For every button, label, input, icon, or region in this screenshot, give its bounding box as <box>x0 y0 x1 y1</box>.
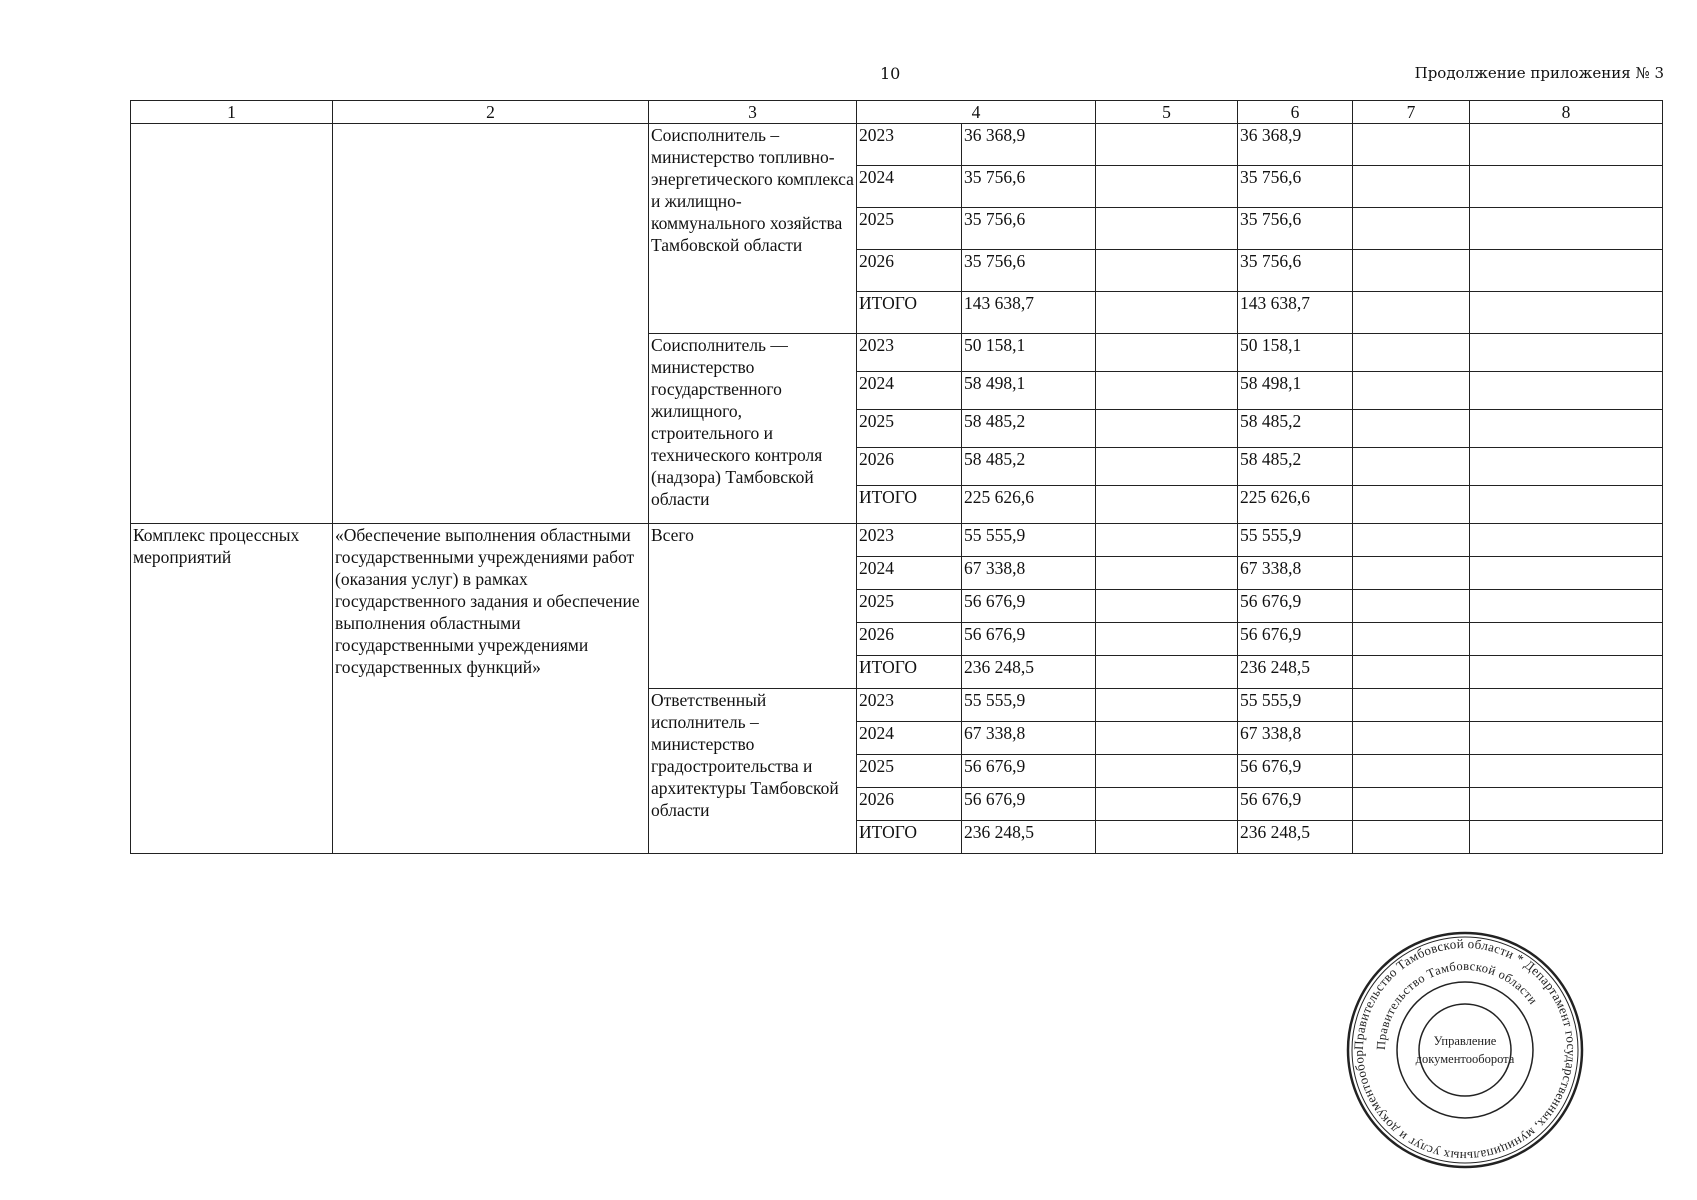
total-cell: 35 756,6 <box>962 208 1096 250</box>
col6-cell: 236 248,5 <box>1238 821 1353 854</box>
col5-cell <box>1096 250 1238 292</box>
col8-cell <box>1470 208 1663 250</box>
column-number-row <box>131 101 1663 124</box>
col7-cell <box>1353 124 1470 166</box>
col6-cell: 143 638,7 <box>1238 292 1353 334</box>
col7-cell <box>1353 623 1470 656</box>
year-cell: 2025 <box>857 410 962 448</box>
col8-cell <box>1470 821 1663 854</box>
col6-cell: 35 756,6 <box>1238 166 1353 208</box>
column-header-5: 5 <box>1096 101 1238 124</box>
col5-cell <box>1096 372 1238 410</box>
col8-cell <box>1470 448 1663 486</box>
col6-cell: 58 485,2 <box>1238 448 1353 486</box>
col8-cell <box>1470 656 1663 689</box>
col7-cell <box>1353 448 1470 486</box>
col5-cell <box>1096 166 1238 208</box>
col8-cell <box>1470 410 1663 448</box>
col8-cell <box>1470 372 1663 410</box>
column-header-4: 4 <box>857 101 1096 124</box>
total-cell: 58 485,2 <box>962 410 1096 448</box>
table-row <box>131 524 1663 557</box>
column-header-2: 2 <box>333 101 649 124</box>
stamp-outer-text: Правительство Тамбовской области * Департамент государственных, муниципальных услуг и документообор <box>1350 935 1580 1165</box>
col7-cell <box>1353 334 1470 372</box>
col8-cell <box>1470 623 1663 656</box>
col7-cell <box>1353 486 1470 524</box>
col7-cell <box>1353 208 1470 250</box>
total-cell: 58 485,2 <box>962 448 1096 486</box>
col7-cell <box>1353 166 1470 208</box>
col8-cell <box>1470 486 1663 524</box>
col5-cell <box>1096 524 1238 557</box>
stamp-inner-text: Правительство Тамбовской области <box>1373 958 1541 1051</box>
col6-cell: 225 626,6 <box>1238 486 1353 524</box>
year-cell: ИТОГО <box>857 821 962 854</box>
column-header-1: 1 <box>131 101 333 124</box>
year-cell: 2026 <box>857 250 962 292</box>
structure-element-cell <box>131 124 333 524</box>
col6-cell: 35 756,6 <box>1238 250 1353 292</box>
col8-cell <box>1470 755 1663 788</box>
total-cell: 58 498,1 <box>962 372 1096 410</box>
col8-cell <box>1470 124 1663 166</box>
col6-cell: 67 338,8 <box>1238 557 1353 590</box>
total-cell: 236 248,5 <box>962 821 1096 854</box>
col6-cell: 236 248,5 <box>1238 656 1353 689</box>
col6-cell: 58 485,2 <box>1238 410 1353 448</box>
total-cell: 50 158,1 <box>962 334 1096 372</box>
year-cell: 2023 <box>857 524 962 557</box>
structure-element-cell: Комплекс процессных мероприятий <box>131 524 333 854</box>
executor-cell: Соисполнитель — министерство государственного жилищного, строительного и технического контроля (надзора) Тамбовской области <box>649 334 857 524</box>
executor-cell: Соисполнитель – министерство топливно-энергетического комплекса и жилищно-коммунального хозяйства Тамбовской области <box>649 124 857 334</box>
year-cell: ИТОГО <box>857 486 962 524</box>
col7-cell <box>1353 372 1470 410</box>
year-cell: 2026 <box>857 623 962 656</box>
year-cell: 2026 <box>857 448 962 486</box>
col8-cell <box>1470 788 1663 821</box>
year-cell: 2025 <box>857 208 962 250</box>
col8-cell <box>1470 524 1663 557</box>
total-cell: 225 626,6 <box>962 486 1096 524</box>
total-cell: 67 338,8 <box>962 557 1096 590</box>
col5-cell <box>1096 755 1238 788</box>
col8-cell <box>1470 557 1663 590</box>
year-cell: 2026 <box>857 788 962 821</box>
col8-cell <box>1470 722 1663 755</box>
col8-cell <box>1470 166 1663 208</box>
stamp-center-label <box>1345 930 1585 1170</box>
official-stamp <box>1345 930 1585 1170</box>
col7-cell <box>1353 656 1470 689</box>
col8-cell <box>1470 689 1663 722</box>
column-header-7: 7 <box>1353 101 1470 124</box>
event-name-cell: «Обеспечение выполнения областными государственными учреждениями работ (оказания услуг) в рамках государственного задания и обеспечение выполнения областными государственными учреждениями государственных функций» <box>333 524 649 854</box>
col6-cell: 56 676,9 <box>1238 788 1353 821</box>
col7-cell <box>1353 755 1470 788</box>
col6-cell: 56 676,9 <box>1238 590 1353 623</box>
col5-cell <box>1096 334 1238 372</box>
year-cell: ИТОГО <box>857 656 962 689</box>
stamp-center-line-2: документооборота <box>1415 1052 1515 1066</box>
column-header-8: 8 <box>1470 101 1663 124</box>
col5-cell <box>1096 821 1238 854</box>
year-cell: 2025 <box>857 755 962 788</box>
year-cell: ИТОГО <box>857 292 962 334</box>
total-cell: 35 756,6 <box>962 166 1096 208</box>
appendix-note: Продолжение приложения № 3 <box>1414 64 1664 82</box>
col5-cell <box>1096 448 1238 486</box>
col5-cell <box>1096 788 1238 821</box>
col7-cell <box>1353 292 1470 334</box>
page-number: 10 <box>880 64 901 83</box>
col5-cell <box>1096 623 1238 656</box>
year-cell: 2024 <box>857 372 962 410</box>
total-cell: 55 555,9 <box>962 524 1096 557</box>
col8-cell <box>1470 292 1663 334</box>
col7-cell <box>1353 250 1470 292</box>
col5-cell <box>1096 486 1238 524</box>
year-cell: 2023 <box>857 689 962 722</box>
col5-cell <box>1096 208 1238 250</box>
funding-table <box>130 100 1663 854</box>
col5-cell <box>1096 722 1238 755</box>
col8-cell <box>1470 250 1663 292</box>
total-cell: 56 676,9 <box>962 755 1096 788</box>
col5-cell <box>1096 656 1238 689</box>
total-cell: 143 638,7 <box>962 292 1096 334</box>
col6-cell: 58 498,1 <box>1238 372 1353 410</box>
total-cell: 36 368,9 <box>962 124 1096 166</box>
col8-cell <box>1470 334 1663 372</box>
col7-cell <box>1353 524 1470 557</box>
col7-cell <box>1353 557 1470 590</box>
stamp-center-line-1: Управление <box>1433 1034 1497 1048</box>
executor-cell: Ответственный исполнитель – министерство градостроительства и архитектуры Тамбовской области <box>649 689 857 854</box>
total-cell: 56 676,9 <box>962 623 1096 656</box>
total-cell: 55 555,9 <box>962 689 1096 722</box>
total-cell: 35 756,6 <box>962 250 1096 292</box>
year-cell: 2023 <box>857 334 962 372</box>
executor-cell: Всего <box>649 524 857 689</box>
col6-cell: 55 555,9 <box>1238 524 1353 557</box>
year-cell: 2025 <box>857 590 962 623</box>
year-cell: 2024 <box>857 166 962 208</box>
year-cell: 2024 <box>857 722 962 755</box>
column-header-6: 6 <box>1238 101 1353 124</box>
total-cell: 56 676,9 <box>962 788 1096 821</box>
col5-cell <box>1096 124 1238 166</box>
col7-cell <box>1353 689 1470 722</box>
col5-cell <box>1096 557 1238 590</box>
col6-cell: 56 676,9 <box>1238 623 1353 656</box>
col7-cell <box>1353 788 1470 821</box>
event-name-cell <box>333 124 649 524</box>
year-cell: 2024 <box>857 557 962 590</box>
col6-cell: 56 676,9 <box>1238 755 1353 788</box>
col6-cell: 50 158,1 <box>1238 334 1353 372</box>
col5-cell <box>1096 689 1238 722</box>
year-cell: 2023 <box>857 124 962 166</box>
col5-cell <box>1096 292 1238 334</box>
column-header-3: 3 <box>649 101 857 124</box>
col6-cell: 55 555,9 <box>1238 689 1353 722</box>
col6-cell: 35 756,6 <box>1238 208 1353 250</box>
table-row <box>131 124 1663 166</box>
col6-cell: 67 338,8 <box>1238 722 1353 755</box>
total-cell: 56 676,9 <box>962 590 1096 623</box>
col5-cell <box>1096 590 1238 623</box>
col6-cell: 36 368,9 <box>1238 124 1353 166</box>
col7-cell <box>1353 590 1470 623</box>
col7-cell <box>1353 821 1470 854</box>
col5-cell <box>1096 410 1238 448</box>
col7-cell <box>1353 410 1470 448</box>
total-cell: 67 338,8 <box>962 722 1096 755</box>
total-cell: 236 248,5 <box>962 656 1096 689</box>
col8-cell <box>1470 590 1663 623</box>
col7-cell <box>1353 722 1470 755</box>
